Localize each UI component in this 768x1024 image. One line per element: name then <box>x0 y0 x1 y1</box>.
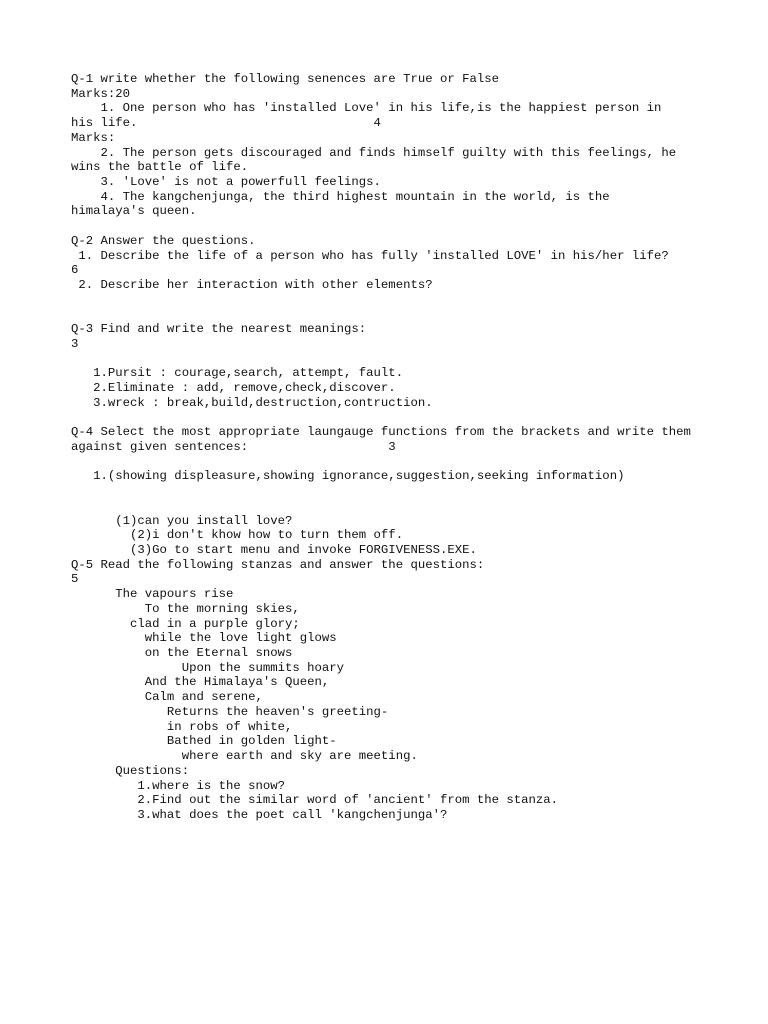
document-line: himalaya's queen. <box>71 204 197 219</box>
document-line: 1.(showing displeasure,showing ignorance,suggestion,seeking information) <box>71 469 625 484</box>
document-line: clad in a purple glory; <box>71 616 300 631</box>
document-line: The vapours rise <box>71 587 234 602</box>
document-line: To the morning skies, <box>71 601 300 616</box>
document-line: 6 <box>71 263 79 278</box>
document-line: 3.wreck : break,build,destruction,contruction. <box>71 395 433 410</box>
document-line: 5 <box>71 572 79 587</box>
document-line <box>71 308 751 323</box>
document-line: 2.Find out the similar word of 'ancient' from the stanza. <box>71 793 559 808</box>
document-line: on the Eternal snows <box>71 646 293 661</box>
document-line: Q-4 Select the most appropriate laungauge functions from the brackets and write them <box>71 425 691 440</box>
document-line <box>71 293 751 308</box>
document-line <box>71 455 751 470</box>
document-line <box>71 499 751 514</box>
document-line: 2. Describe her interaction with other elements? <box>71 278 433 293</box>
document-line: And the Himalaya's Queen, <box>71 675 330 690</box>
document-line: wins the battle of life. <box>71 160 249 175</box>
document-line: 1. Describe the life of a person who has fully 'installed LOVE' in his/her life? <box>71 248 669 263</box>
document-line: Questions: <box>71 763 190 778</box>
document-line: where earth and sky are meeting. <box>71 749 418 764</box>
document-line: Returns the heaven's greeting- <box>71 704 389 719</box>
document-line <box>71 411 751 426</box>
document-line: 1.Pursit : courage,search, attempt, fault. <box>71 366 404 381</box>
document-line: 4. The kangchenjunga, the third highest mountain in the world, is the <box>71 189 610 204</box>
document-line: Q-2 Answer the questions. <box>71 233 256 248</box>
document-line: in robs of white, <box>71 719 293 734</box>
document-line: (1)can you install love? <box>71 513 293 528</box>
document-line: Q-5 Read the following stanzas and answer the questions: <box>71 557 485 572</box>
document-line: Marks: <box>71 130 116 145</box>
document-line <box>71 352 751 367</box>
document-line: while the love light glows <box>71 631 337 646</box>
document-line: (3)Go to start menu and invoke FORGIVENESS.EXE. <box>71 543 477 557</box>
document-line: 2.Eliminate : add, remove,check,discover. <box>71 381 396 396</box>
document-line: (2)i don't khow how to turn them off. <box>71 528 404 543</box>
document-line: 2. The person gets discouraged and finds himself guilty with this feelings, he <box>71 145 677 160</box>
document-line: Q-1 write whether the following senences are True or False <box>71 72 500 86</box>
document-line: 3.what does the poet call 'kangchenjunga'? <box>71 807 448 822</box>
document-line: his life. 4 <box>71 116 381 131</box>
document-line: Bathed in golden light- <box>71 734 337 749</box>
document-line: Marks:20 <box>71 86 131 101</box>
document-line: 3 <box>71 336 79 351</box>
document-line: Upon the summits hoary <box>71 660 345 675</box>
document-line <box>71 219 751 234</box>
document-line: against given sentences: 3 <box>71 439 396 454</box>
document-body <box>71 72 751 823</box>
document-line: 1. One person who has 'installed Love' in his life,is the happiest person in <box>71 101 662 116</box>
document-line: Q-3 Find and write the nearest meanings: <box>71 322 367 337</box>
document-line: 1.where is the snow? <box>71 778 286 793</box>
document-line: 3. 'Love' is not a powerfull feelings. <box>71 175 381 190</box>
document-line <box>71 484 751 499</box>
document-line: Calm and serene, <box>71 690 263 705</box>
